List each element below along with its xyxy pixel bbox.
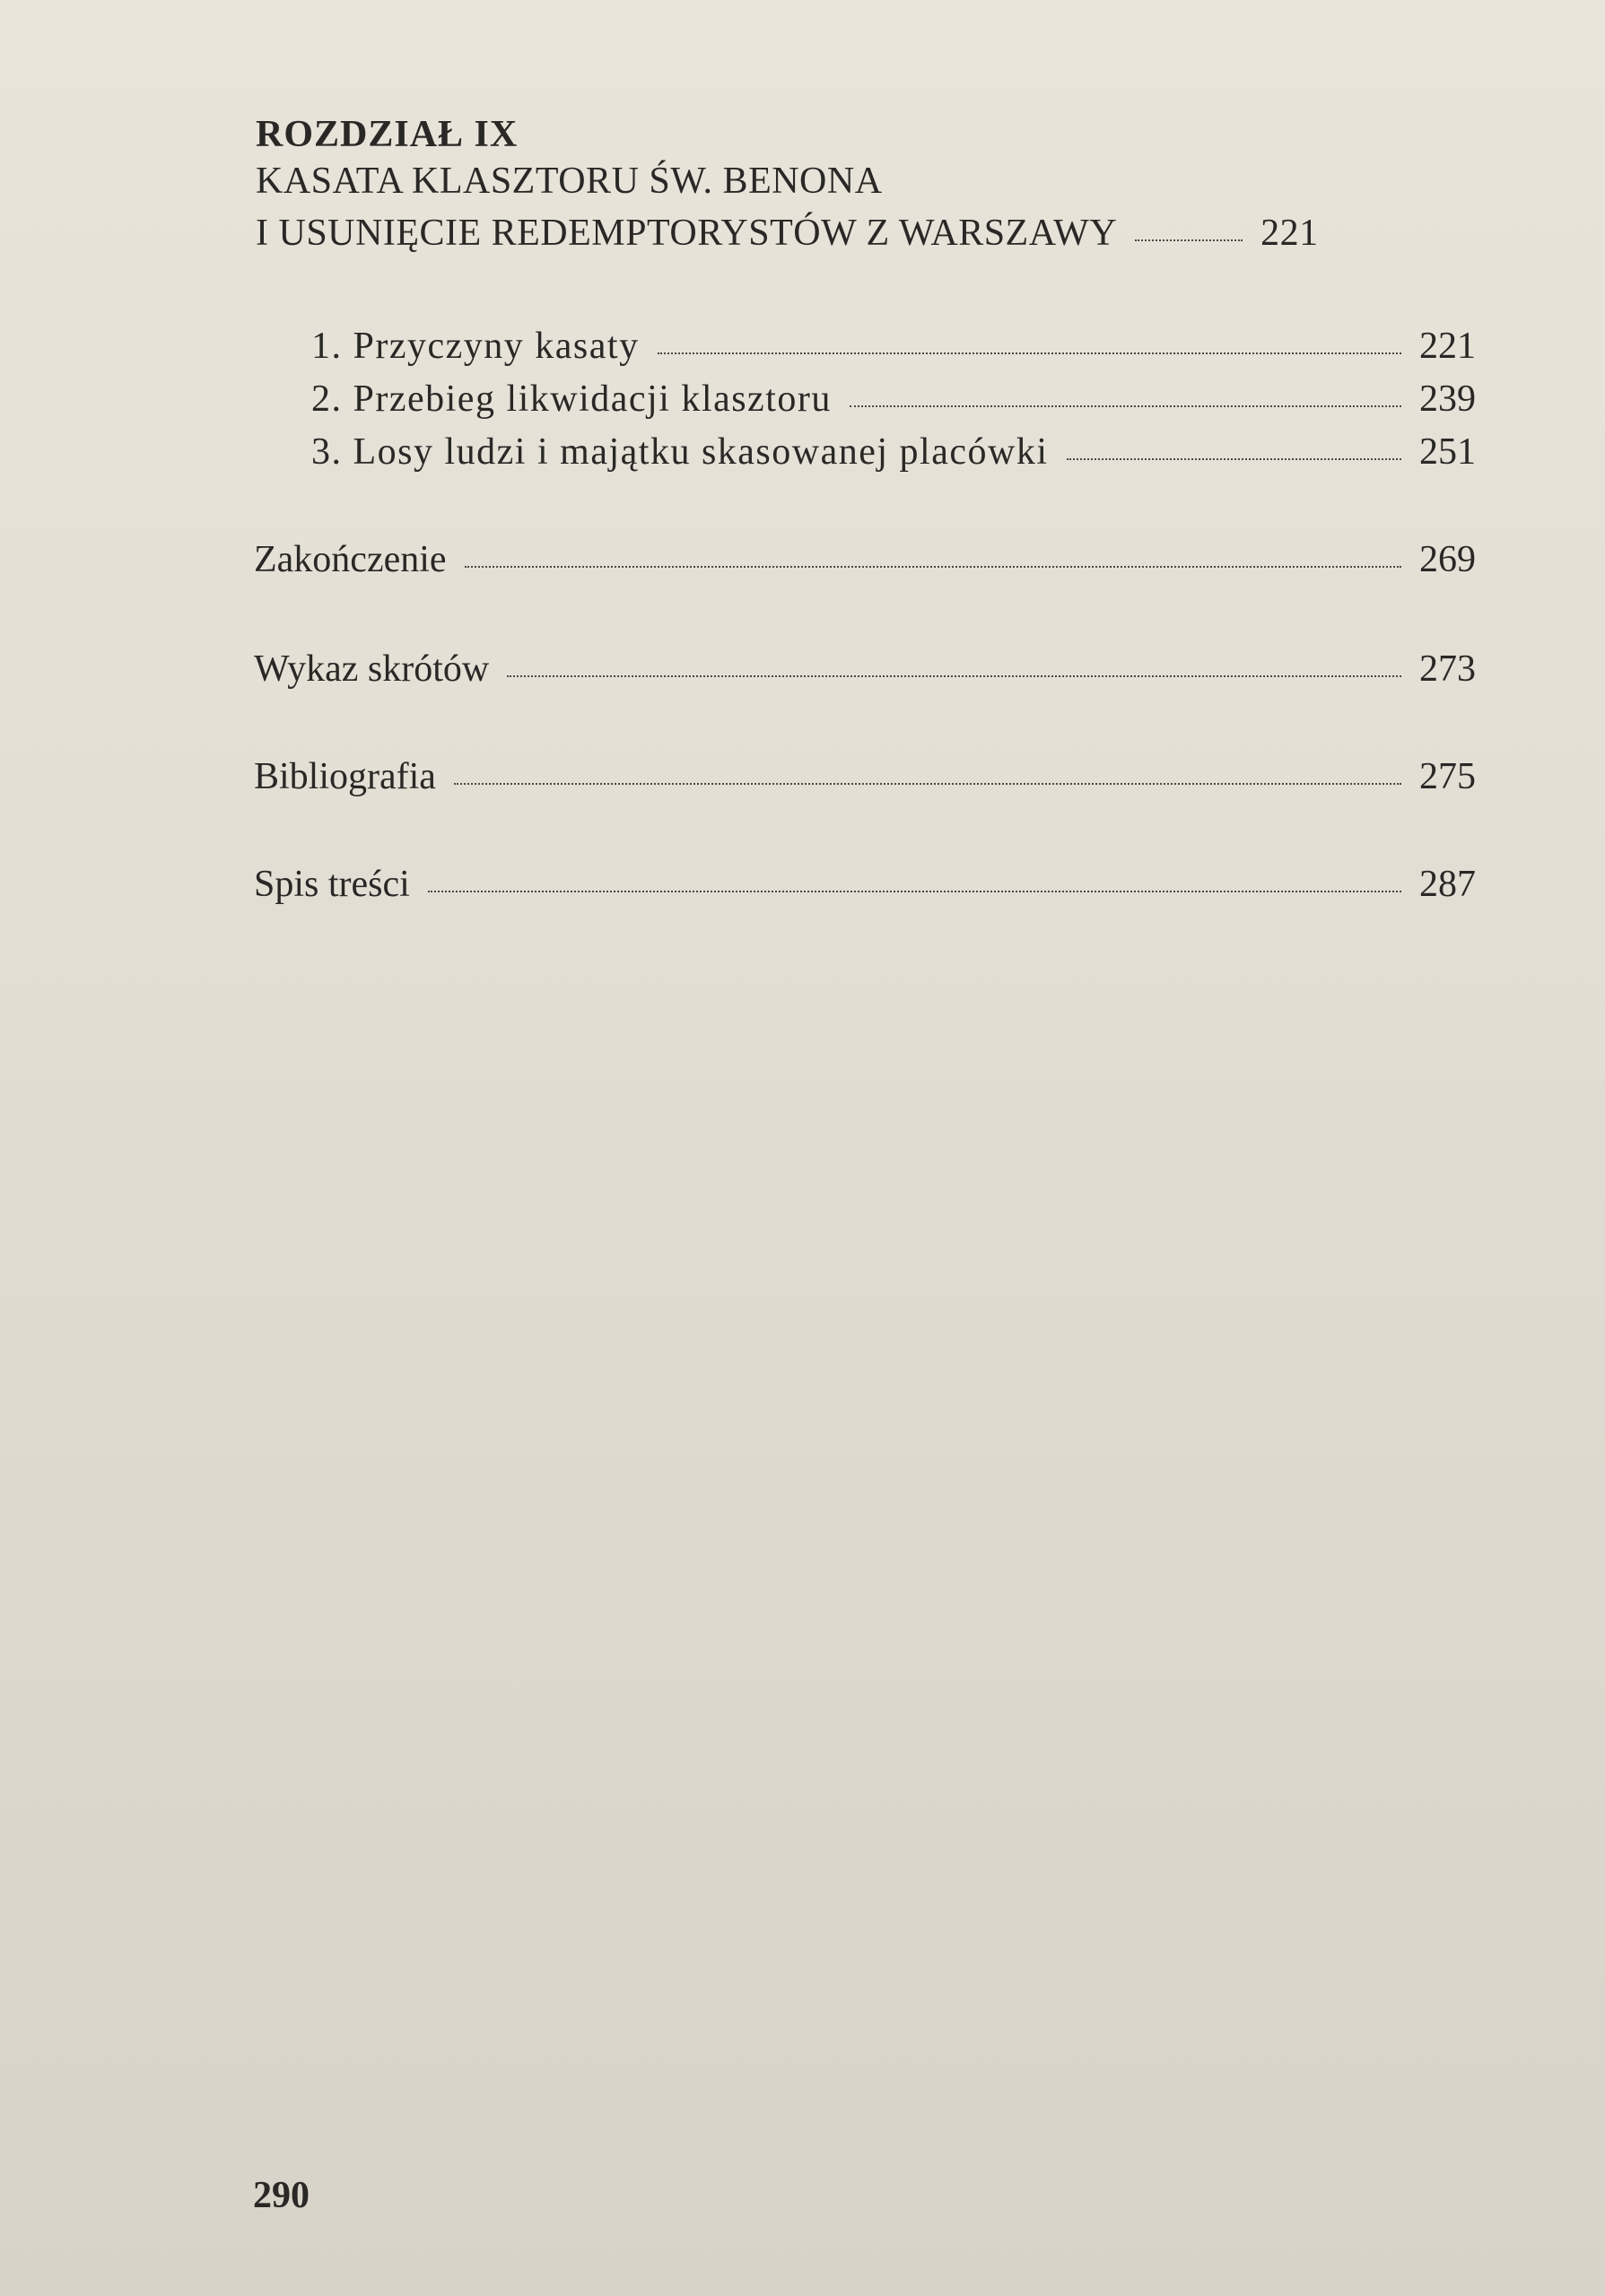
toc-backmatter-row [254,648,1476,691]
section-label: 2. Przebieg likwidacji klasztoru [311,378,832,420]
backmatter-page-number: 287 [1419,864,1476,905]
page-number: 290 [253,2175,310,2216]
toc-backmatter-row [254,755,1476,798]
chapter-page-number: 221 [1260,213,1319,254]
toc-backmatter-row [254,538,1476,581]
backmatter-page-number: 269 [1419,539,1476,580]
section-page-number: 221 [1419,326,1476,367]
chapter-title-line-2: I USUNIĘCIE REDEMPTORYSTÓW Z WARSZAWY [256,213,1118,254]
leader-dots [465,566,1401,568]
section-label: 1. Przyczyny kasaty [311,326,640,367]
leader-dots [1135,239,1243,241]
section-page-number: 239 [1419,378,1476,420]
leader-dots [1067,458,1401,460]
leader-dots [454,783,1401,785]
backmatter-page-number: 275 [1419,756,1476,797]
section-page-number: 251 [1419,431,1476,473]
chapter-title-line-1: KASATA KLASZTORU ŚW. BENONA [256,161,883,202]
leader-dots [658,352,1401,354]
toc-section-row [311,430,1476,474]
section-label: 3. Losy ludzi i majątku skasowanej placówki [311,431,1049,473]
backmatter-label: Bibliografia [254,756,436,797]
backmatter-label: Spis treści [254,864,410,905]
backmatter-label: Wykaz skrótów [254,648,490,690]
toc-section-row [311,325,1476,368]
chapter-label: ROZDZIAŁ IX [256,114,519,155]
leader-dots [428,891,1401,892]
chapter-title-row [256,212,1476,255]
toc-section-row [311,378,1476,421]
leader-dots [850,405,1401,407]
backmatter-page-number: 273 [1419,648,1476,690]
leader-dots [507,675,1401,677]
toc-backmatter-row [254,863,1476,906]
backmatter-label: Zakończenie [254,539,447,580]
